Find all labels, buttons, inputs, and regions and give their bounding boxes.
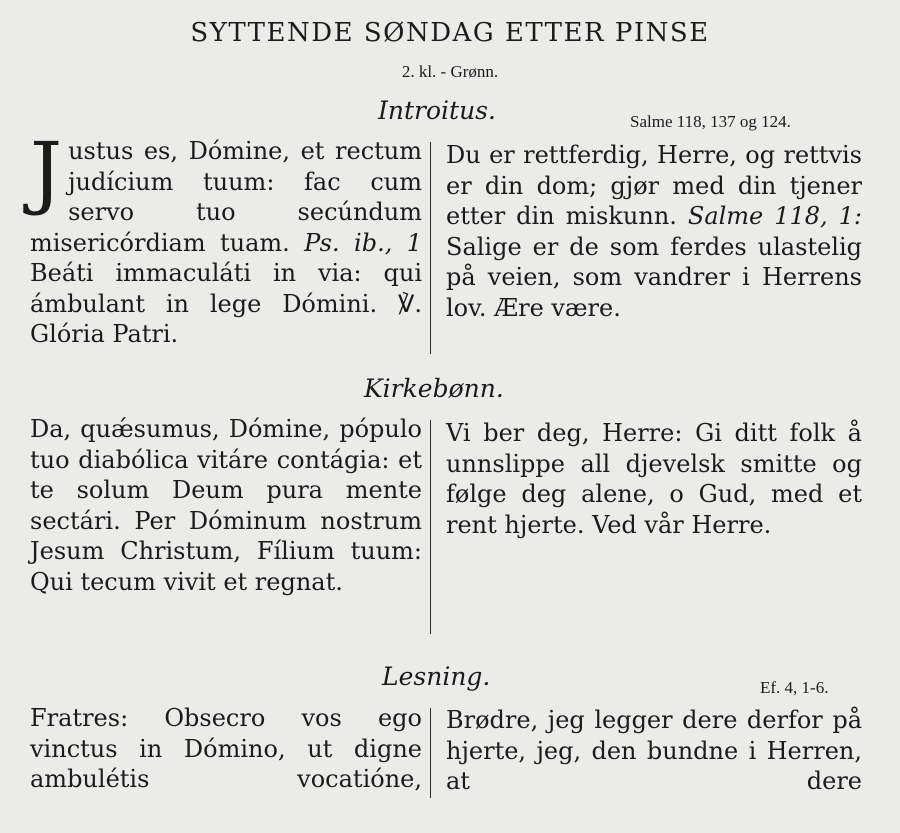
kirkebonn-norwegian: Vi ber deg, Herre: Gi ditt folk å unnslippe all djevelsk smitte og følge deg alene, o Gud, med et rent hjerte. Ved vår Herre.	[446, 419, 862, 539]
introitus-reference: Salme 118, 137 og 124.	[630, 112, 791, 131]
lesning-latin: Fratres: Obsecro vos ego vinctus in Dómino, ut digne ambulétis vocatióne,	[30, 704, 422, 793]
column-divider-introitus	[430, 142, 431, 354]
column-divider-lesning	[430, 708, 431, 798]
introitus-latin	[30, 125, 422, 350]
lesning-reference: Ef. 4, 1-6.	[760, 678, 829, 697]
introitus-norwegian	[446, 140, 862, 323]
introitus-norwegian-ref: Salme 118, 1:	[687, 202, 862, 230]
introitus-latin-text-1: ustus es, Dómine, et rectum judícium tuum: fac cum servo tuo secúndum misericórdiam tuam.	[30, 137, 422, 257]
lesning-norwegian: Brødre, jeg legger dere derfor på hjerte, jeg, den bundne i Herren, at dere	[446, 706, 862, 795]
introitus-norwegian-text-1: Du er rettferdig, Herre, og rettvis er din dom; gjør med din tjener etter din miskunn.	[446, 141, 862, 230]
introitus-norwegian-text-2: Salige er de som ferdes ulastelig på veien, som vandrer i Herrens lov. Ære være.	[446, 232, 862, 322]
introitus-latin-text-2: Beáti immaculáti in via: qui ámbulant in lege Dómini. ℣. Glória Patri.	[30, 259, 422, 348]
page-subtitle: 2. kl. - Grønn.	[401, 62, 499, 81]
section-heading-kirkebonn: Kirkebønn.	[364, 374, 504, 403]
section-heading-lesning: Lesning.	[382, 662, 491, 691]
section-heading-introitus: Introitus.	[378, 96, 496, 125]
page-title: SYTTENDE SØNDAG ETTER PINSE	[190, 18, 710, 48]
kirkebonn-latin: Da, quǽsumus, Dómine, pópulo tuo diabólica vitáre contágia: et te solum Deum pura mente sectári. Per Dóminum nostrum Jesum Christum, Fílium tuum: Qui tecum vivit et regnat.	[30, 415, 422, 596]
dropcap-letter: J	[30, 125, 63, 218]
introitus-latin-ref: Ps. ib., 1	[304, 228, 422, 257]
column-divider-kirkebonn	[430, 420, 431, 634]
